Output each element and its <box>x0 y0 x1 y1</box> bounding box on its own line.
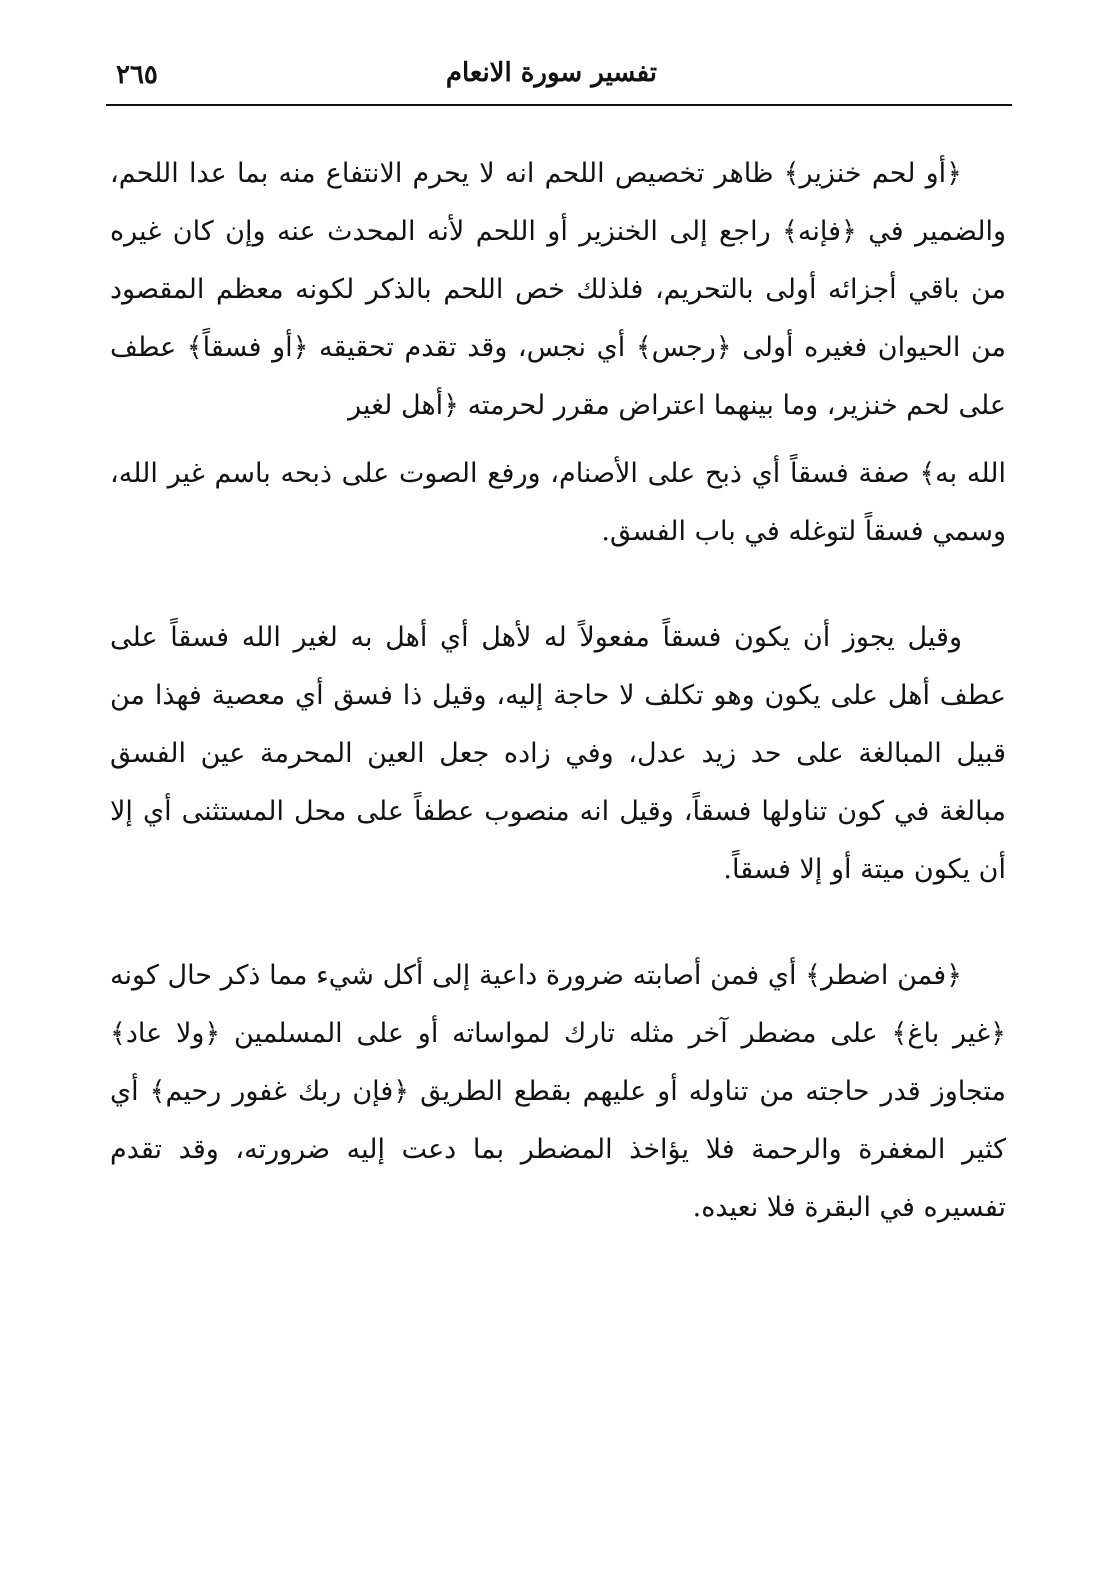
paragraph-2: الله به﴾ صفة فسقاً أي ذبح على الأصنام، ورفع الصوت على ذبحه باسم غير الله، وسمي فسقاً لتوغله في باب الفسق. <box>110 458 1006 547</box>
running-title: تفسير سورة الانعام <box>445 58 657 88</box>
paragraph-3: وقيل يجوز أن يكون فسقاً مفعولاً له لأهل أي أهل به لغير الله فسقاً على عطف أهل على يكون وهو تكلف لا حاجة إليه، وقيل ذا فسق أي معصية فهذا من قبيل المبالغة على حد زيد عدل، وفي زاده جعل العين المحرمة عين الفسق مبالغة في كون تناولها فسقاً، وقيل انه منصوب عطفاً على محل المستثنى أي إلا أن يكون ميتة أو إلا فسقاً. <box>110 622 1006 885</box>
paragraph-4: ﴿فمن اضطر﴾ أي فمن أصابته ضرورة داعية إلى أكل شيء مما ذكر حال كونه ﴿غير باغ﴾ على مضطر آخر مثله تارك لمواساته أو على المسلمين ﴿ولا عاد﴾ متجاوز قدر حاجته من تناوله أو عليهم بقطع الطريق ﴿فإن ربك غفور رحيم﴾ أي كثير المغفرة والرحمة فلا يؤاخذ المضطر بما دعت إليه ضرورته، وقد تقدم تفسيره في البقرة فلا نعيده. <box>110 960 1006 1223</box>
page-header <box>106 52 1012 106</box>
paragraph-1: ﴿أو لحم خنزير﴾ ظاهر تخصيص اللحم انه لا يحرم الانتفاع منه بما عدا اللحم، والضمير في ﴿فإنه﴾ راجع إلى الخنزير أو اللحم لأنه المحدث عنه وإن كان غيره من باقي أجزائه أولى بالتحريم، فلذلك خص اللحم بالذكر لكونه معظم المقصود من الحيوان فغيره أولى ﴿رجس﴾ أي نجس، وقد تقدم تحقيقه ﴿أو فسقاً﴾ عطف على لحم خنزير، وما بينهما اعتراض مقرر لحرمته ﴿أهل لغير <box>110 158 1006 421</box>
page-number: ٢٦٥ <box>116 60 158 90</box>
commentary-body <box>110 145 1006 1285</box>
